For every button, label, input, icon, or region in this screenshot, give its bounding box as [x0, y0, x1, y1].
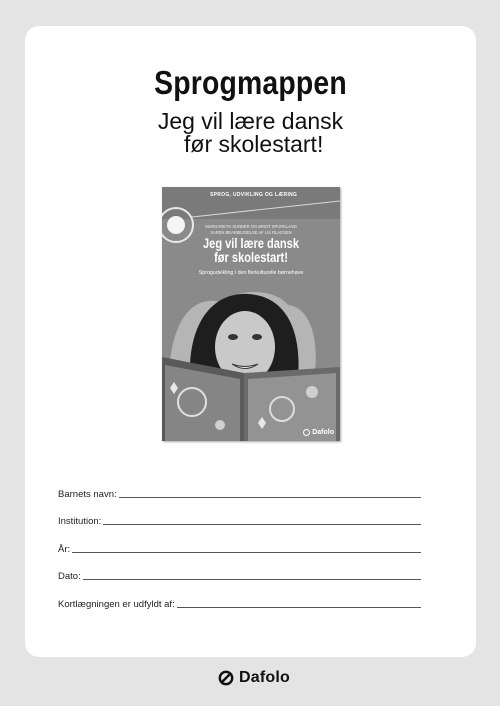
cover-subtitle: Sprogudvikling i den flerkulturelle børnehave [198, 270, 304, 276]
footer-brand-name: Dafolo [239, 669, 290, 686]
completed-by-field[interactable] [177, 606, 421, 608]
cover-series-label: SPROG, UDVIKLING OG LÆRING [210, 192, 298, 198]
cover-publisher-name: Dafolo [312, 429, 334, 436]
subtitle-line-2: før skolestart! [177, 131, 324, 157]
document-page [25, 26, 476, 657]
institution-field[interactable] [103, 523, 421, 525]
dafolo-mark-icon [218, 670, 234, 686]
form-row-institution [58, 513, 421, 527]
page-subtitle [25, 110, 476, 156]
cover-authors-line-1: MARGARETH SUNDER OG BRIGT SPURKLAND [205, 224, 297, 229]
subtitle-line-1: Jeg vil lære dansk [157, 108, 344, 134]
dafolo-logo [218, 669, 290, 687]
date-field[interactable] [83, 578, 421, 580]
form-label-date: Dato: [58, 571, 81, 582]
cover-title-line-1: Jeg vil lære dansk [203, 236, 299, 251]
cover-publisher-logo [303, 429, 334, 436]
form-row-date [58, 568, 421, 582]
form-row-child-name [58, 486, 421, 500]
page-title: Sprogmappen [154, 64, 347, 101]
form-label-institution: Institution: [58, 516, 102, 527]
form-label-child-name: Barnets navn: [58, 489, 117, 500]
cover-title [178, 237, 324, 265]
cover-authors-line-2: SAREN BEARBEJDELSE AF LIS RLAGSEN [210, 230, 292, 235]
form-row-completed-by [58, 596, 421, 610]
form-row-year [58, 541, 421, 555]
form-label-year: År: [58, 544, 71, 555]
form-label-completed-by: Kortlægningen er udfyldt af: [58, 599, 175, 610]
publisher-mark-icon [303, 429, 310, 436]
cover-title-line-2: før skolestart! [214, 250, 288, 265]
child-name-field[interactable] [119, 496, 421, 498]
cover-authors [166, 224, 335, 236]
year-field[interactable] [72, 551, 421, 553]
book-cover-image [162, 187, 340, 441]
